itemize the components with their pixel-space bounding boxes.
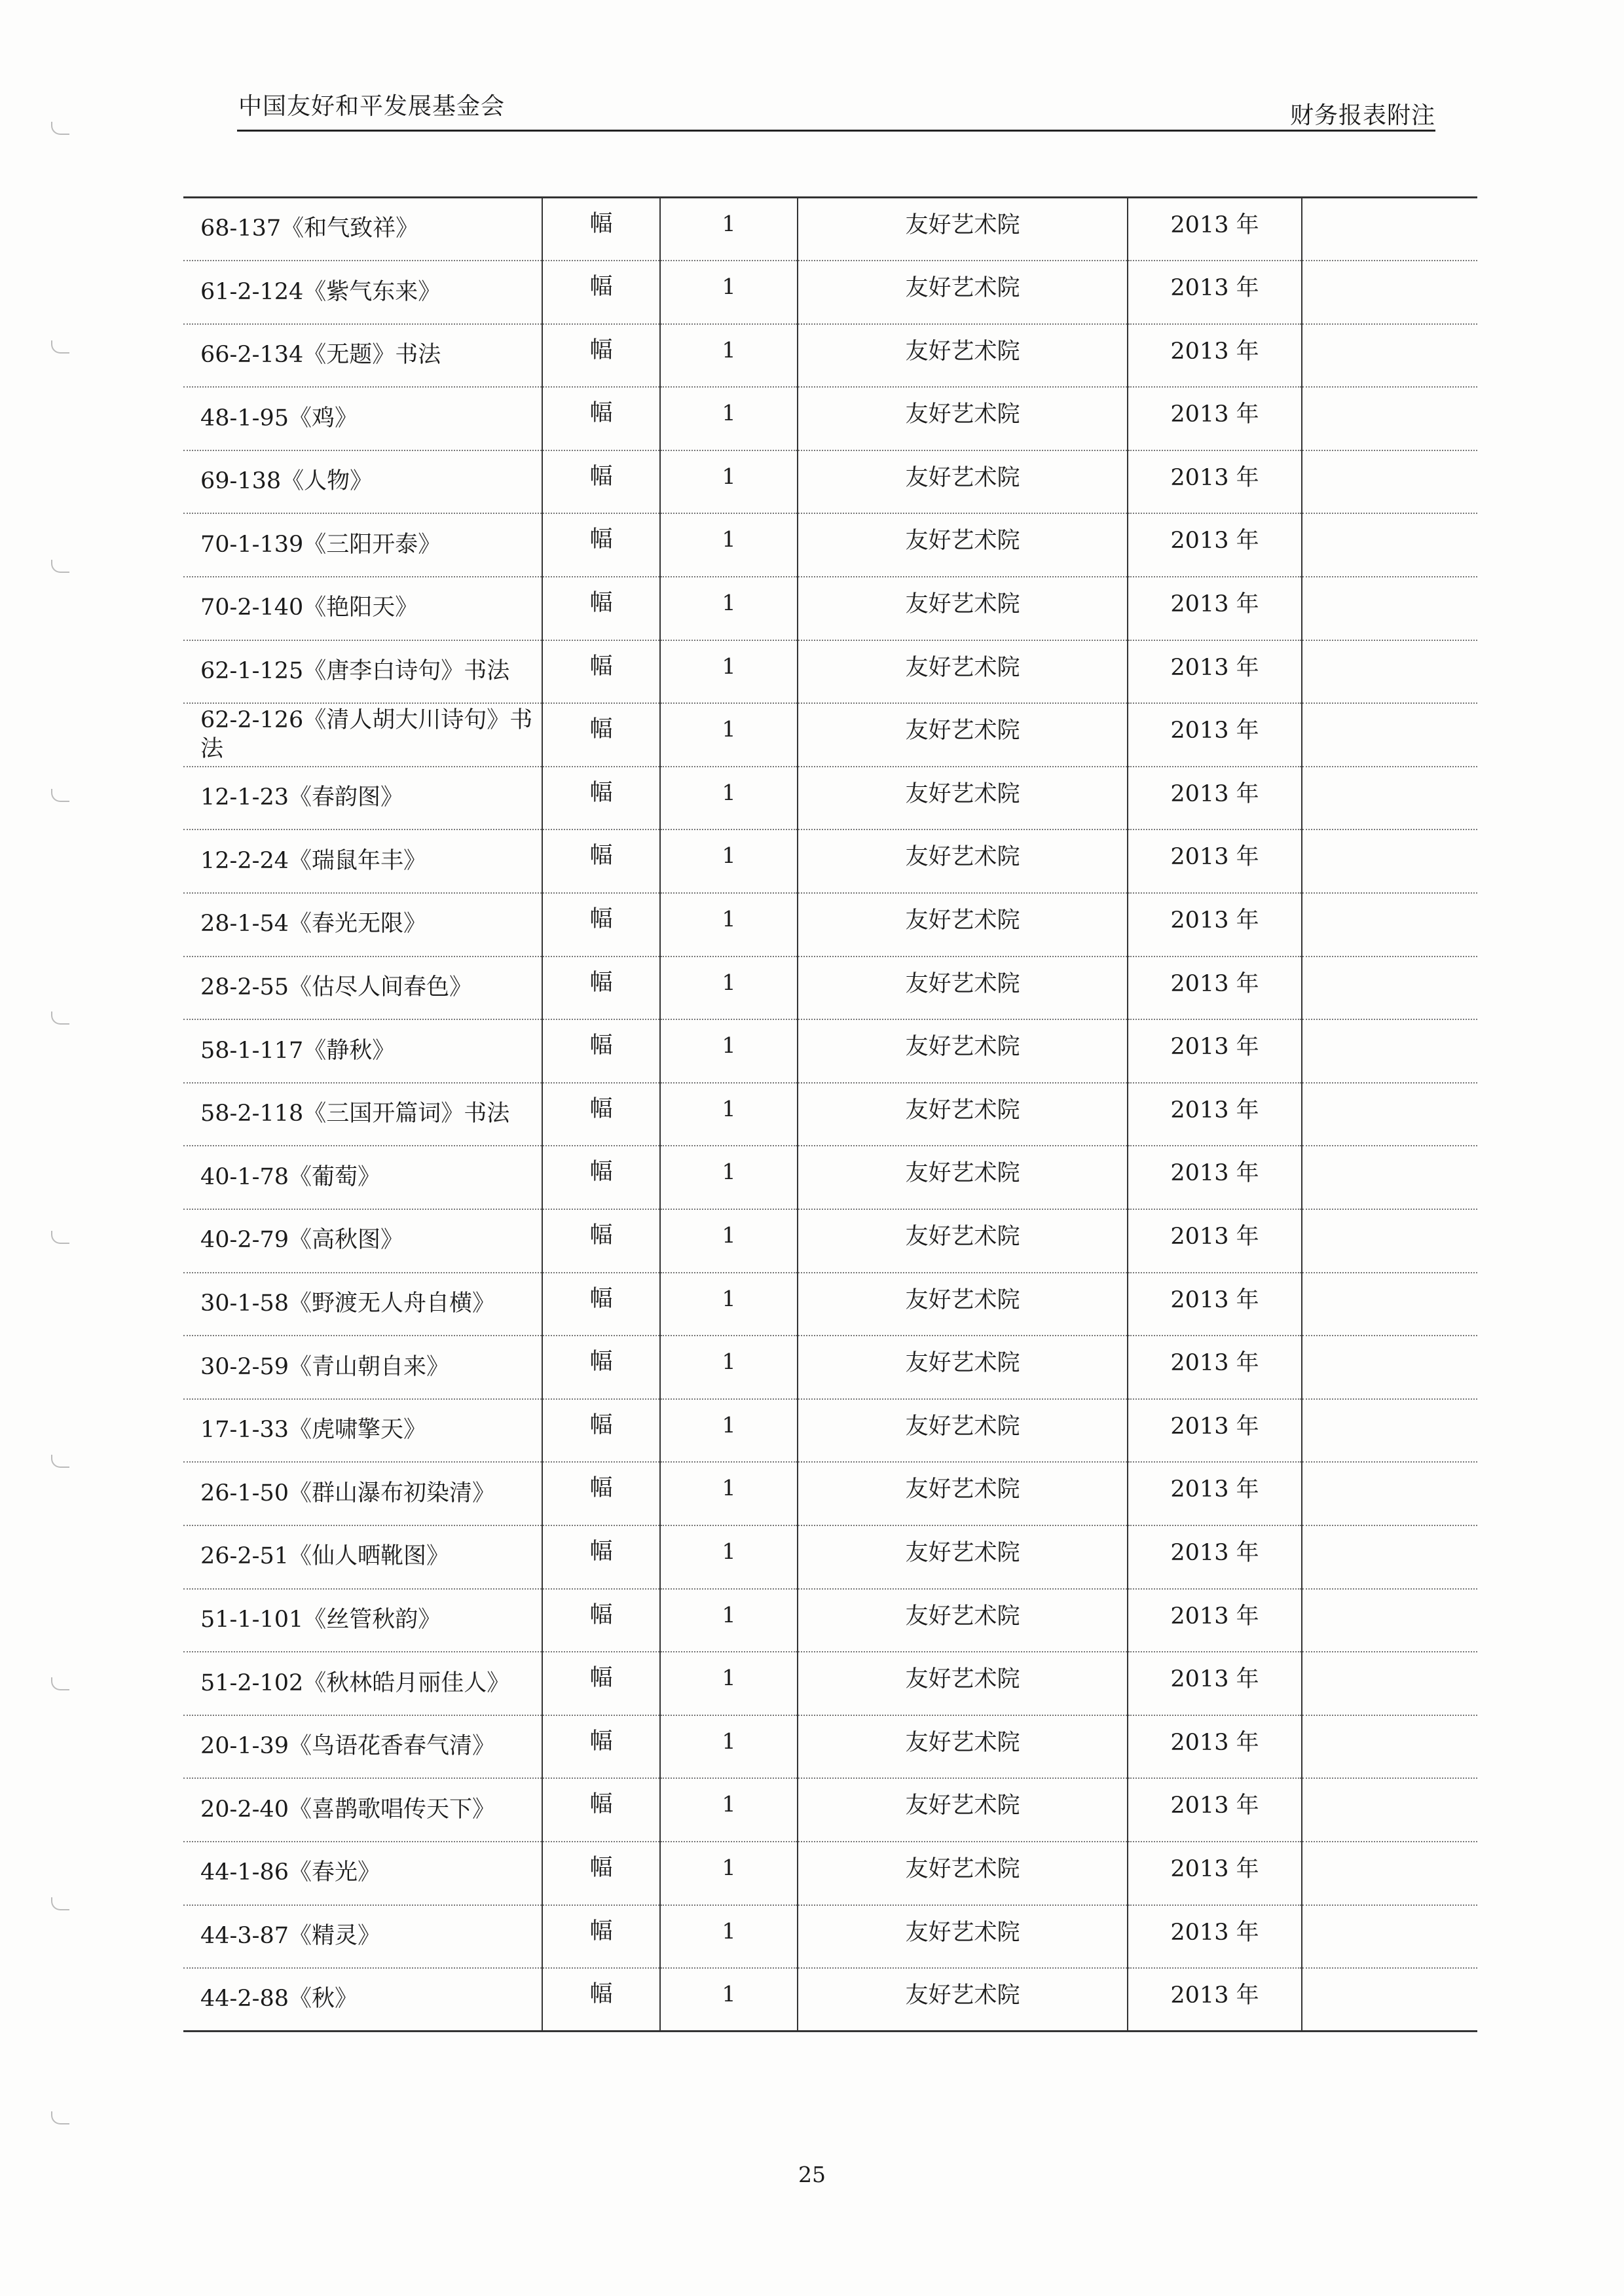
table-row [183,1778,1477,1842]
item-source: 友好艺术院 [798,324,1128,388]
item-source: 友好艺术院 [798,261,1128,324]
item-source: 友好艺术院 [798,1968,1128,2032]
item-source: 友好艺术院 [798,1336,1128,1399]
item-quantity: 1 [660,324,798,388]
item-unit: 幅 [542,767,660,830]
item-unit: 幅 [542,1083,660,1146]
item-quantity: 1 [660,1019,798,1083]
item-year: 2013 年 [1128,893,1302,957]
item-source: 友好艺术院 [798,1652,1128,1715]
item-source: 友好艺术院 [798,1778,1128,1842]
item-source: 友好艺术院 [798,767,1128,830]
item-quantity: 1 [660,703,798,767]
item-unit: 幅 [542,957,660,1020]
item-note [1302,450,1477,514]
item-year: 2013 年 [1128,198,1302,261]
item-source: 友好艺术院 [798,1273,1128,1336]
item-note [1302,767,1477,830]
item-year: 2013 年 [1128,577,1302,640]
table-row [183,1525,1477,1589]
item-source: 友好艺术院 [798,1715,1128,1779]
table-row [183,703,1477,767]
item-quantity: 1 [660,1968,798,2032]
item-year: 2013 年 [1128,1525,1302,1589]
item-quantity: 1 [660,1399,798,1463]
item-name: 28-1-54《春光无限》 [183,893,542,957]
item-quantity: 1 [660,1462,798,1525]
header-divider [237,130,1435,132]
item-note [1302,387,1477,450]
item-quantity: 1 [660,640,798,704]
item-note [1302,1589,1477,1652]
item-year: 2013 年 [1128,1462,1302,1525]
item-unit: 幅 [542,513,660,577]
page-number: 25 [798,2162,826,2187]
item-year: 2013 年 [1128,513,1302,577]
item-name: 44-3-87《精灵》 [183,1905,542,1969]
item-note [1302,1842,1477,1905]
item-name: 68-137《和气致祥》 [183,198,542,261]
item-name: 62-1-125《唐李白诗句》书法 [183,640,542,704]
item-quantity: 1 [660,957,798,1020]
item-source: 友好艺术院 [798,577,1128,640]
item-name: 51-1-101《丝管秋韵》 [183,1589,542,1652]
item-quantity: 1 [660,829,798,893]
item-source: 友好艺术院 [798,829,1128,893]
asset-list-table-container [183,196,1477,2032]
table-row [183,1905,1477,1969]
item-year: 2013 年 [1128,1778,1302,1842]
binding-hole-mark [51,340,69,354]
item-year: 2013 年 [1128,640,1302,704]
item-source: 友好艺术院 [798,957,1128,1020]
item-note [1302,261,1477,324]
item-quantity: 1 [660,1778,798,1842]
table-row [183,1146,1477,1209]
asset-list-table [183,196,1477,2032]
item-quantity: 1 [660,1336,798,1399]
item-quantity: 1 [660,1273,798,1336]
table-row [183,387,1477,450]
table-row [183,1019,1477,1083]
table-row [183,1652,1477,1715]
asset-list-body [183,198,1477,2032]
item-unit: 幅 [542,1525,660,1589]
binding-hole-mark [51,789,69,802]
item-unit: 幅 [542,640,660,704]
binding-hole-mark [51,1455,69,1468]
item-source: 友好艺术院 [798,1019,1128,1083]
item-quantity: 1 [660,261,798,324]
item-name: 20-2-40《喜鹊歌唱传天下》 [183,1778,542,1842]
item-name: 26-1-50《群山瀑布初染清》 [183,1462,542,1525]
table-row [183,577,1477,640]
item-name: 69-138《人物》 [183,450,542,514]
item-year: 2013 年 [1128,1589,1302,1652]
item-unit: 幅 [542,1209,660,1273]
item-quantity: 1 [660,513,798,577]
item-quantity: 1 [660,1842,798,1905]
item-source: 友好艺术院 [798,893,1128,957]
item-source: 友好艺术院 [798,1589,1128,1652]
item-note [1302,1273,1477,1336]
item-source: 友好艺术院 [798,387,1128,450]
table-row [183,1462,1477,1525]
item-source: 友好艺术院 [798,1905,1128,1969]
item-quantity: 1 [660,1209,798,1273]
binding-hole-mark [51,122,69,135]
item-note [1302,513,1477,577]
item-name: 58-2-118《三国开篇词》书法 [183,1083,542,1146]
item-year: 2013 年 [1128,1336,1302,1399]
table-row [183,1842,1477,1905]
item-year: 2013 年 [1128,387,1302,450]
item-year: 2013 年 [1128,1652,1302,1715]
document-section-title: 财务报表附注 [1289,102,1435,129]
binding-hole-mark [51,2111,69,2124]
item-name: 40-1-78《葡萄》 [183,1146,542,1209]
item-quantity: 1 [660,198,798,261]
table-row [183,893,1477,957]
table-row [183,1273,1477,1336]
item-name: 70-2-140《艳阳天》 [183,577,542,640]
item-note [1302,829,1477,893]
item-unit: 幅 [542,1778,660,1842]
item-unit: 幅 [542,1968,660,2032]
table-row [183,957,1477,1020]
item-unit: 幅 [542,1905,660,1969]
item-unit: 幅 [542,198,660,261]
item-quantity: 1 [660,893,798,957]
binding-hole-mark [51,560,69,573]
organization-name: 中国友好和平发展基金会 [238,93,506,120]
table-row [183,1399,1477,1463]
item-source: 友好艺术院 [798,1209,1128,1273]
item-name: 17-1-33《虎啸擎天》 [183,1399,542,1463]
item-source: 友好艺术院 [798,1399,1128,1463]
item-unit: 幅 [542,829,660,893]
item-year: 2013 年 [1128,1968,1302,2032]
item-year: 2013 年 [1128,1842,1302,1905]
item-note [1302,577,1477,640]
item-year: 2013 年 [1128,1146,1302,1209]
item-unit: 幅 [542,1273,660,1336]
item-unit: 幅 [542,261,660,324]
item-note [1302,1968,1477,2032]
item-year: 2013 年 [1128,261,1302,324]
item-quantity: 1 [660,1715,798,1779]
item-source: 友好艺术院 [798,640,1128,704]
item-name: 51-2-102《秋林皓月丽佳人》 [183,1652,542,1715]
item-name: 40-2-79《高秋图》 [183,1209,542,1273]
item-unit: 幅 [542,450,660,514]
item-quantity: 1 [660,1652,798,1715]
item-source: 友好艺术院 [798,1842,1128,1905]
item-note [1302,1905,1477,1969]
item-year: 2013 年 [1128,324,1302,388]
item-year: 2013 年 [1128,957,1302,1020]
item-note [1302,703,1477,767]
item-note [1302,324,1477,388]
item-source: 友好艺术院 [798,1083,1128,1146]
item-unit: 幅 [542,1652,660,1715]
item-source: 友好艺术院 [798,1525,1128,1589]
table-row [183,1968,1477,2032]
item-unit: 幅 [542,893,660,957]
item-note [1302,1778,1477,1842]
item-unit: 幅 [542,387,660,450]
item-unit: 幅 [542,1399,660,1463]
item-name: 62-2-126《清人胡大川诗句》书法 [183,703,542,767]
item-source: 友好艺术院 [798,450,1128,514]
item-quantity: 1 [660,1083,798,1146]
item-source: 友好艺术院 [798,1146,1128,1209]
item-year: 2013 年 [1128,1905,1302,1969]
table-row [183,261,1477,324]
item-unit: 幅 [542,1589,660,1652]
binding-hole-mark [51,1677,69,1690]
item-source: 友好艺术院 [798,513,1128,577]
item-name: 20-1-39《鸟语花香春气清》 [183,1715,542,1779]
item-quantity: 1 [660,1905,798,1969]
item-note [1302,1525,1477,1589]
item-name: 66-2-134《无题》书法 [183,324,542,388]
item-note [1302,1019,1477,1083]
item-quantity: 1 [660,1525,798,1589]
item-quantity: 1 [660,450,798,514]
item-quantity: 1 [660,577,798,640]
binding-hole-mark [51,1231,69,1244]
table-row [183,1715,1477,1779]
item-note [1302,1652,1477,1715]
item-note [1302,1209,1477,1273]
item-year: 2013 年 [1128,450,1302,514]
item-unit: 幅 [542,703,660,767]
item-name: 44-1-86《春光》 [183,1842,542,1905]
item-quantity: 1 [660,1589,798,1652]
table-row [183,513,1477,577]
item-name: 26-2-51《仙人晒靴图》 [183,1525,542,1589]
item-year: 2013 年 [1128,1083,1302,1146]
item-unit: 幅 [542,1715,660,1779]
item-source: 友好艺术院 [798,703,1128,767]
item-note [1302,1462,1477,1525]
item-unit: 幅 [542,1019,660,1083]
item-year: 2013 年 [1128,1273,1302,1336]
item-year: 2013 年 [1128,767,1302,830]
item-year: 2013 年 [1128,1715,1302,1779]
item-year: 2013 年 [1128,1399,1302,1463]
item-quantity: 1 [660,1146,798,1209]
item-note [1302,957,1477,1020]
item-year: 2013 年 [1128,1019,1302,1083]
item-name: 44-2-88《秋》 [183,1968,542,2032]
table-row [183,1589,1477,1652]
table-row [183,198,1477,261]
item-note [1302,1146,1477,1209]
item-unit: 幅 [542,1146,660,1209]
item-source: 友好艺术院 [798,198,1128,261]
item-year: 2013 年 [1128,1209,1302,1273]
item-unit: 幅 [542,1842,660,1905]
item-note [1302,893,1477,957]
item-year: 2013 年 [1128,703,1302,767]
item-name: 12-2-24《瑞鼠年丰》 [183,829,542,893]
item-quantity: 1 [660,387,798,450]
item-unit: 幅 [542,324,660,388]
item-name: 58-1-117《静秋》 [183,1019,542,1083]
item-name: 61-2-124《紫气东来》 [183,261,542,324]
table-row [183,450,1477,514]
table-row [183,1209,1477,1273]
item-unit: 幅 [542,1336,660,1399]
item-unit: 幅 [542,577,660,640]
item-name: 12-1-23《春韵图》 [183,767,542,830]
item-unit: 幅 [542,1462,660,1525]
item-note [1302,1336,1477,1399]
table-row [183,767,1477,830]
table-row [183,324,1477,388]
binding-hole-mark [51,1897,69,1910]
item-name: 30-2-59《青山朝自来》 [183,1336,542,1399]
item-year: 2013 年 [1128,829,1302,893]
item-note [1302,198,1477,261]
item-note [1302,640,1477,704]
item-quantity: 1 [660,767,798,830]
item-note [1302,1083,1477,1146]
item-note [1302,1399,1477,1463]
table-row [183,829,1477,893]
table-row [183,1336,1477,1399]
table-row [183,640,1477,704]
item-name: 70-1-139《三阳开泰》 [183,513,542,577]
item-name: 30-1-58《野渡无人舟自横》 [183,1273,542,1336]
item-source: 友好艺术院 [798,1462,1128,1525]
binding-hole-mark [51,1011,69,1025]
item-note [1302,1715,1477,1779]
item-name: 48-1-95《鸡》 [183,387,542,450]
table-row [183,1083,1477,1146]
item-name: 28-2-55《估尽人间春色》 [183,957,542,1020]
